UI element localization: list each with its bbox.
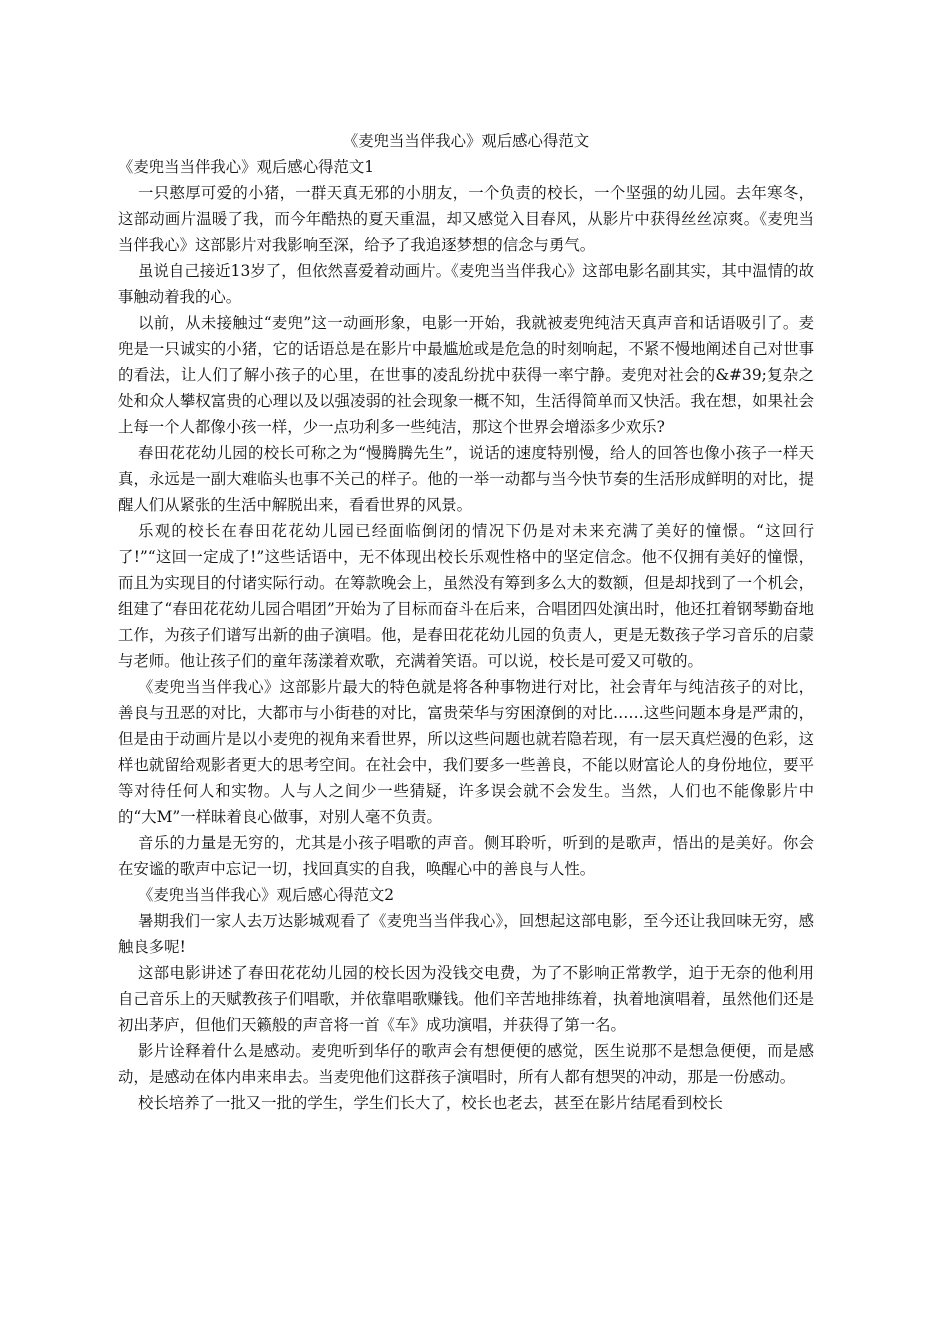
section-heading: 《麦兜当当伴我心》观后感心得范文2 — [138, 886, 395, 904]
section-1 — [118, 154, 814, 882]
paragraph: 影片诠释着什么是感动。麦兜听到华仔的歌声会有想便便的感觉，医生说那不是想急便便，而是感动，是感动在体内串来串去。当麦兜他们这群孩子演唱时，所有人都有想哭的冲动，那是一份感动。 — [118, 1042, 814, 1086]
paragraph: 虽说自己接近13岁了，但依然喜爱着动画片。《麦兜当当伴我心》这部电影名副其实，其中温情的故事触动着我的心。 — [118, 262, 814, 306]
paragraph: 乐观的校长在春田花花幼儿园已经面临倒闭的情况下仍是对未来充满了美好的憧憬。“这回行了!”“这回一定成了!”这些话语中，无不体现出校长乐观性格中的坚定信念。他不仅拥有美好的憧憬，而且为实现目的付诸实际行动。在筹款晚会上，虽然没有筹到多么大的数额，但是却找到了一个机会，组建了“春田花花幼儿园合唱团”开始为了目标而奋斗在后来，合唱团四处演出时，他还扛着钢琴勤奋地工作，为孩子们谱写出新的曲子演唱。他，是春田花花幼儿园的负责人，更是无数孩子学习音乐的启蒙与老师。他让孩子们的童年荡漾着欢歌，充满着笑语。可以说，校长是可爱又可敬的。 — [118, 522, 814, 670]
paragraph: 以前，从未接触过“麦兜”这一动画形象，电影一开始，我就被麦兜纯洁天真声音和话语吸引了。麦兜是一只诚实的小猪，它的话语总是在影片中最尴尬或是危急的时刻响起，不紧不慢地阐述自己对世事的看法，让人们了解小孩子的心里，在世事的凌乱纷扰中获得一率宁静。麦兜对社会的&#39;复杂之处和众人攀权富贵的心理以及以强凌弱的社会现象一概不知，生活得简单而又快活。我在想，如果社会上每一个人都像小孩一样，少一点功利多一些纯洁，那这个世界会增添多少欢乐? — [118, 314, 814, 436]
paragraph: 一只憨厚可爱的小猪，一群天真无邪的小朋友，一个负责的校长，一个坚强的幼儿园。去年寒冬，这部动画片温暖了我，而今年酷热的夏天重温，却又感觉入目春风，从影片中获得丝丝凉爽。《麦兜当当伴我心》这部影片对我影响至深，给予了我追逐梦想的信念与勇气。 — [118, 184, 814, 254]
paragraph: 音乐的力量是无穷的，尤其是小孩子唱歌的声音。侧耳聆听，听到的是歌声，悟出的是美好。你会在安谧的歌声中忘记一切，找回真实的自我，唤醒心中的善良与人性。 — [118, 834, 814, 878]
document-title: 《麦兜当当伴我心》观后感心得范文 — [342, 132, 590, 150]
section-heading: 《麦兜当当伴我心》观后感心得范文1 — [118, 158, 375, 176]
paragraph: 《麦兜当当伴我心》这部影片最大的特色就是将各种事物进行对比，社会青年与纯洁孩子的对比，善良与丑恶的对比，大都市与小街巷的对比，富贵荣华与穷困潦倒的对比……这些问题本身是严肃的，但是由于动画片是以小麦兜的视角来看世界，所以这些问题也就若隐若现，有一层天真烂漫的色彩，这样也就留给观影者更大的思考空间。在社会中，我们要多一些善良，不能以财富论人的身份地位，要平等对待任何人和实物。人与人之间少一些猜疑，许多误会就不会发生。当然，人们也不能像影片中的“大M”一样昧着良心做事，对别人毫不负责。 — [118, 678, 814, 826]
section-2 — [118, 882, 814, 1116]
paragraph: 这部电影讲述了春田花花幼儿园的校长因为没钱交电费，为了不影响正常教学，迫于无奈的他利用自己音乐上的天赋教孩子们唱歌，并依靠唱歌赚钱。他们辛苦地排练着，执着地演唱着，虽然他们还是初出茅庐，但他们天籁般的声音将一首《车》成功演唱，并获得了第一名。 — [118, 964, 814, 1034]
paragraph: 春田花花幼儿园的校长可称之为“慢腾腾先生”，说话的速度特别慢，给人的回答也像小孩子一样天真，永远是一副大难临头也事不关己的样子。他的一举一动都与当今快节奏的生活形成鲜明的对比，提醒人们从紧张的生活中解脱出来，看看世界的风景。 — [118, 444, 814, 514]
paragraph: 暑期我们一家人去万达影城观看了《麦兜当当伴我心》，回想起这部电影，至今还让我回味无穷，感触良多呢! — [118, 912, 814, 956]
document-page — [118, 128, 814, 1116]
paragraph: 校长培养了一批又一批的学生，学生们长大了，校长也老去，甚至在影片结尾看到校长 — [138, 1094, 723, 1112]
